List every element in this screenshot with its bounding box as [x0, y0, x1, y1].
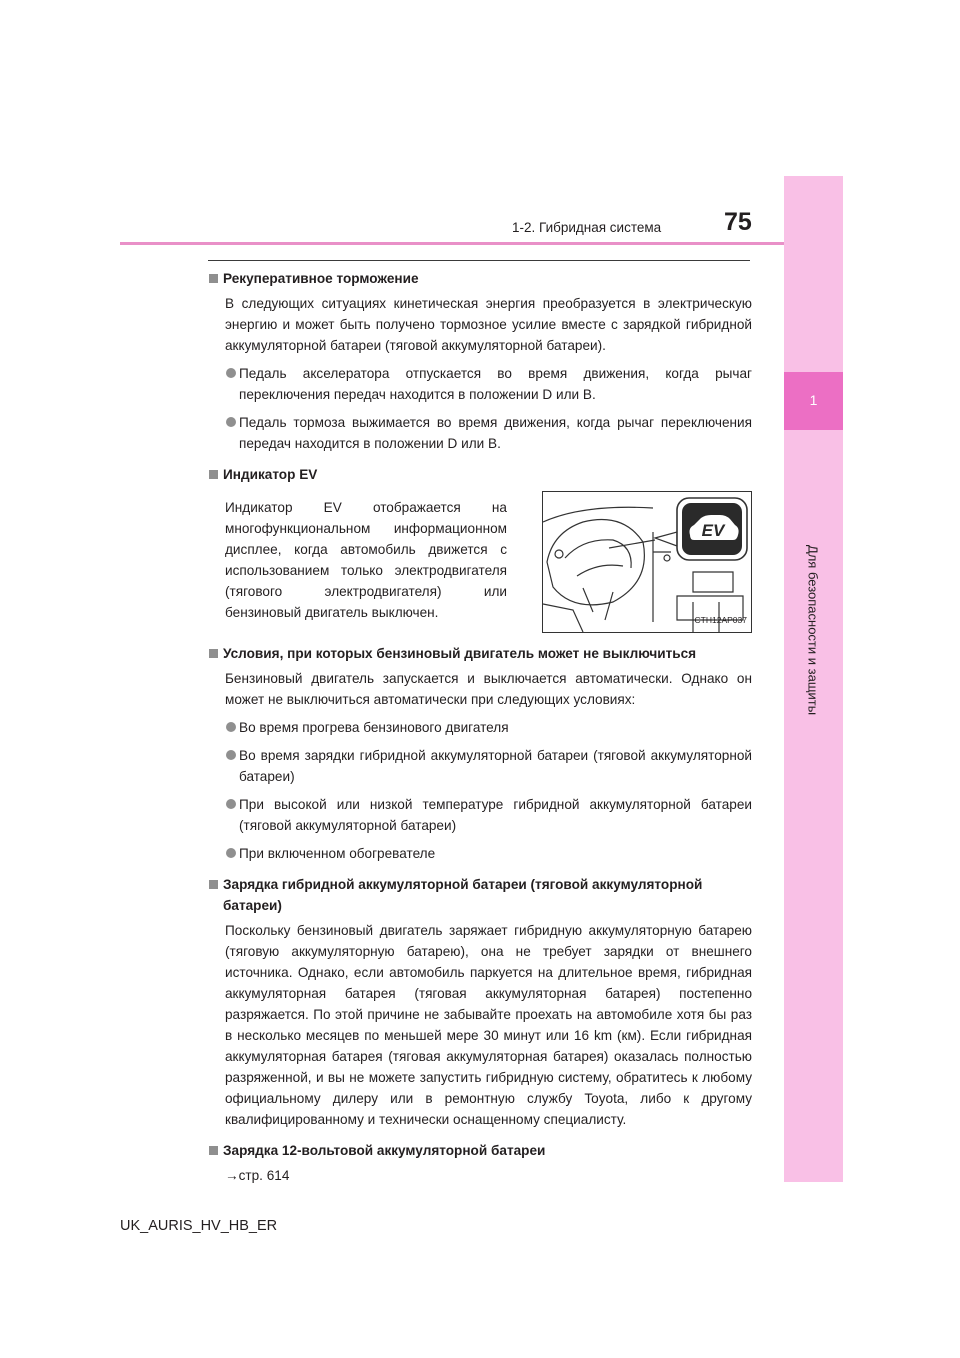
chapter-number: 1	[809, 392, 818, 408]
header-line	[120, 242, 784, 245]
section-heading-battery12: Зарядка 12-вольтовой аккумуляторной батареи	[208, 1140, 752, 1161]
list-item: Педаль акселератора отпускается во время движения, когда рычаг переключения передач находится в положении D или B.	[208, 363, 752, 405]
page-reference-link[interactable]: →стр. 614	[225, 1168, 290, 1183]
list-item: Педаль тормоза выжимается во время движения, когда рычаг переключения передач находится в положении D или B.	[208, 412, 752, 454]
square-bullet-icon	[209, 470, 218, 479]
section-heading-ev: Индикатор EV	[208, 464, 752, 485]
list-item: Во время прогрева бензинового двигателя	[208, 717, 752, 738]
list-item: При включенном обогревателе	[208, 843, 752, 864]
conditions-intro: Бензиновый двигатель запускается и выключается автоматически. Однако он может не выключиться автоматически при следующих условиях:	[225, 671, 752, 707]
header-rule	[208, 260, 750, 261]
square-bullet-icon	[209, 274, 218, 283]
page-number: 75	[724, 208, 752, 236]
chapter-title: Для безопасности и защиты	[805, 544, 821, 716]
charging-text: Поскольку бензиновый двигатель заряжает гибридную аккумуляторную батарею (тяговую аккумуляторную батарею), она не требует зарядки от внешнего источника. Однако, если автомобиль паркуется на длительное время, гибридная аккумуляторная батарея (тяговая аккумуляторная батарея) постепенно разряжается. По этой причине не забывайте проехать на автомобиле хотя бы раз в несколько месяцев по меньшей мере 30 минут или 16 km (км). Если гибридная аккумуляторная батарея (тяговая аккумуляторная батарея) оказалась полностью разряженной, и вы не можете запустить гибридную систему, обратитесь к любому официальному дилеру или в ремонтную службу Toyota, либо к другому квалифицированному и технически оснащенному специалисту.	[225, 923, 752, 1127]
ev-indicator-figure	[542, 491, 752, 633]
ev-indicator-label: EV	[701, 521, 725, 540]
square-bullet-icon	[209, 880, 218, 889]
section-heading-conditions: Условия, при которых бензиновый двигатель может не выключиться	[208, 643, 752, 664]
square-bullet-icon	[209, 1146, 218, 1155]
round-bullet-icon	[226, 799, 236, 809]
round-bullet-icon	[226, 848, 236, 858]
figure-code: CTH12AP037	[694, 615, 747, 625]
list-item: Во время зарядки гибридной аккумуляторной батареи (тяговой аккумуляторной батареи)	[208, 745, 752, 787]
ev-description: Индикатор EV отображается на многофункциональном информационном дисплее, когда автомобиль движется с использованием только электродвигателя (тягового электродвигателя) или бензиновый двигатель выключен.	[225, 500, 507, 620]
list-item: При высокой или низкой температуре гибридной аккумуляторной батареи (тяговой аккумуляторной батареи)	[208, 794, 752, 836]
square-bullet-icon	[209, 649, 218, 658]
footer-doc-code: UK_AURIS_HV_HB_ER	[120, 1218, 278, 1234]
section-heading-charging: Зарядка гибридной аккумуляторной батареи (тяговой аккумуляторной батареи)	[208, 874, 752, 916]
section-heading-regen: Рекуперативное торможение	[208, 268, 752, 289]
round-bullet-icon	[226, 368, 236, 378]
regen-intro: В следующих ситуациях кинетическая энергия преобразуется в электрическую энергию и может быть получено тормозное усилие вместе с зарядкой гибридной аккумуляторной батареи (тяговой аккумуляторной батареи).	[225, 296, 752, 353]
round-bullet-icon	[226, 722, 236, 732]
round-bullet-icon	[226, 750, 236, 760]
round-bullet-icon	[226, 417, 236, 427]
page-content	[208, 264, 752, 1186]
running-head: 1-2. Гибридная система	[512, 220, 662, 235]
